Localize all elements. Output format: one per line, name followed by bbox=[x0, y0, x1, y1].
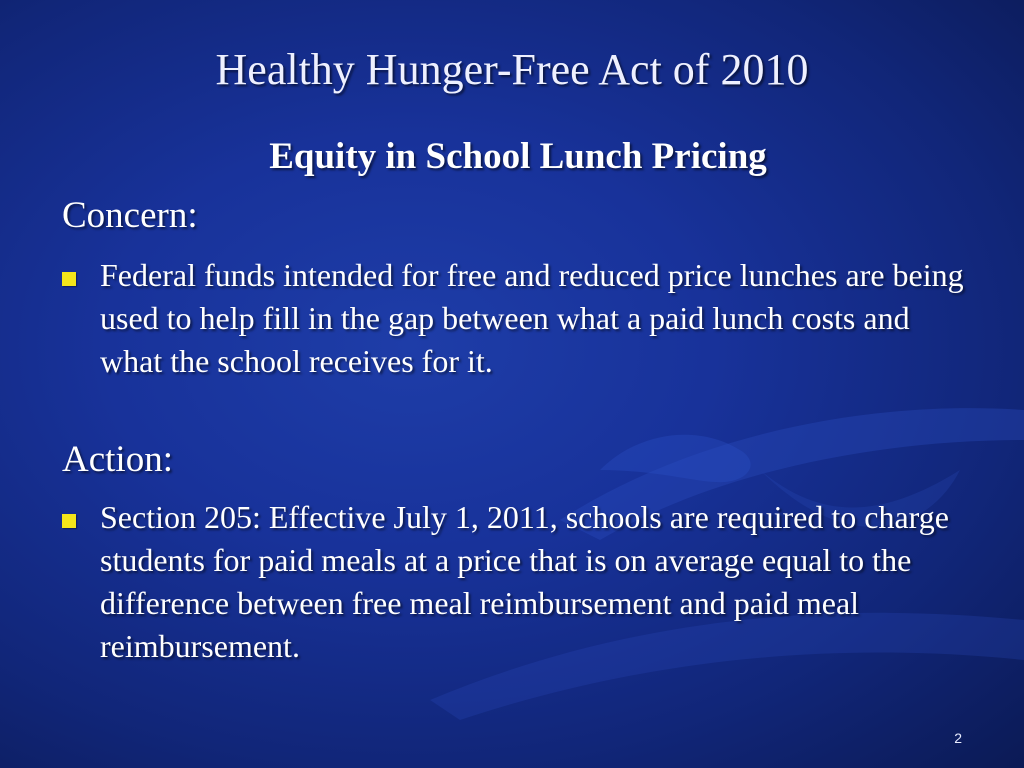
yellow-square-bullet-icon bbox=[62, 514, 76, 528]
concern-heading: Concern: bbox=[62, 195, 198, 236]
concern-bullet-text: Federal funds intended for free and reduced price lunches are being used to help fill in the gap between what a paid lunch costs and what the school receives for it. bbox=[100, 257, 964, 379]
slide-subtitle: Equity in School Lunch Pricing bbox=[269, 136, 767, 177]
action-heading: Action: bbox=[62, 439, 173, 480]
concern-bullet bbox=[62, 254, 972, 383]
slide-title: Healthy Hunger-Free Act of 2010 bbox=[215, 45, 809, 94]
page-number: 2 bbox=[954, 730, 962, 746]
action-bullet-text: Section 205: Effective July 1, 2011, schools are required to charge students for paid meals at a price that is on average equal to the difference between free meal reimbursement and paid meal reimbursement. bbox=[100, 499, 949, 664]
action-bullet bbox=[62, 496, 972, 668]
yellow-square-bullet-icon bbox=[62, 272, 76, 286]
